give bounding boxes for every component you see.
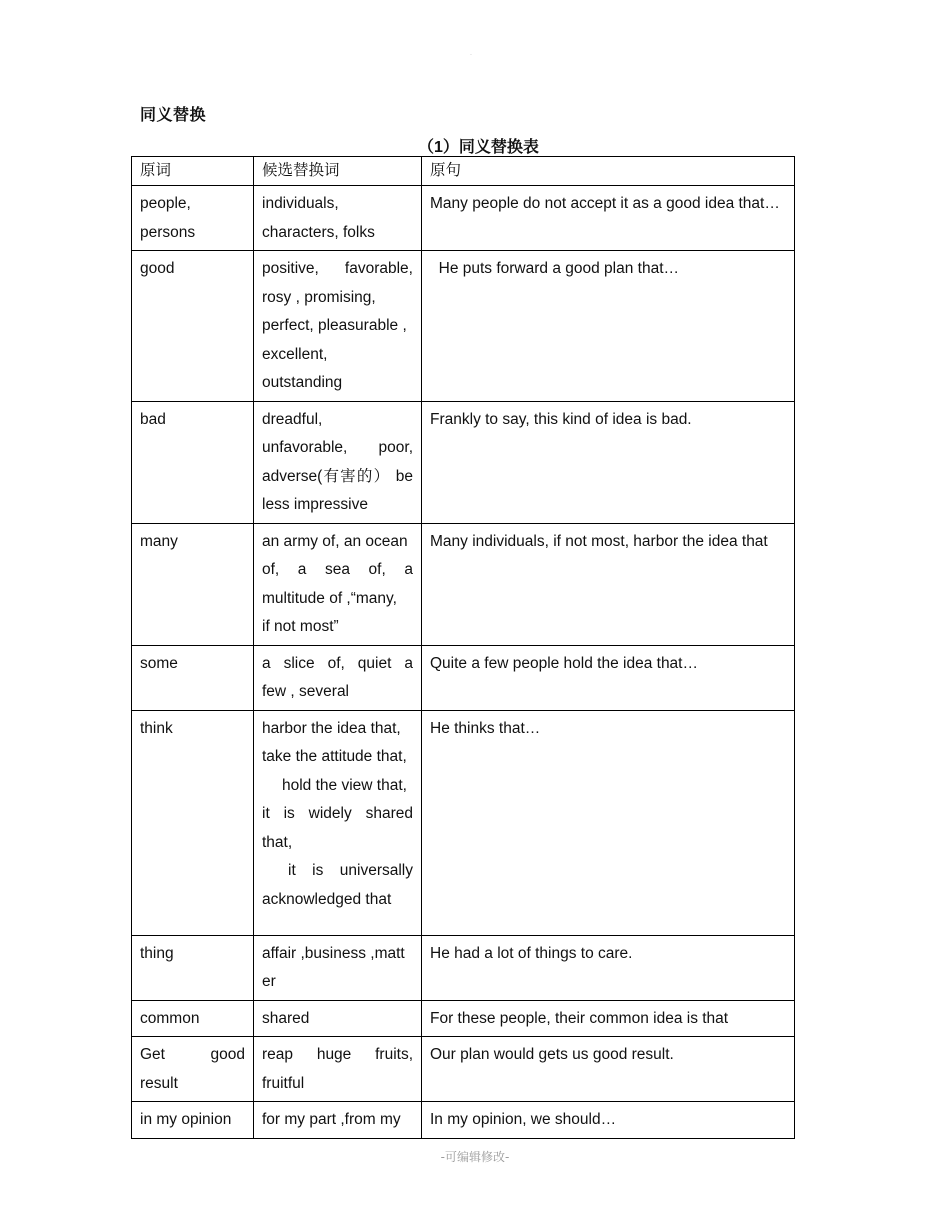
candidate-line: that, [262,833,293,851]
candidate-line: hold the view that, [282,776,407,794]
candidate-line: it is universally [288,862,413,879]
candidate-line: unfavorable, poor, [262,439,413,456]
header-candidates: 候选替换词 [254,157,422,186]
sentence-cell: He thinks that… [422,710,795,935]
word-cell [132,1037,254,1102]
table-row [132,186,795,251]
word-line: common [140,1009,200,1027]
sentence-cell: Many people do not accept it as a good idea that… [422,186,795,251]
sentence-cell: In my opinion, we should… [422,1102,795,1139]
page-footer: -可编辑修改- [440,1150,510,1164]
candidate-line: it is widely shared [262,805,413,822]
candidate-line: individuals, [262,195,339,212]
candidates-cell [254,1000,422,1037]
word-cell [132,251,254,402]
candidate-line: fruitful [262,1074,305,1092]
sentence-cell: He puts forward a good plan that… [422,251,795,402]
candidate-line: for my part ,from my [262,1111,401,1128]
candidates-cell [254,935,422,1000]
word-line: some [140,654,178,672]
table-row [132,1037,795,1102]
word-line: result [140,1074,178,1092]
candidate-line: rosy , promising, [262,288,376,306]
header-original-word: 原词 [132,157,254,186]
header-mark: . [470,50,472,57]
candidate-line: if not most” [262,618,339,635]
word-line: persons [140,223,196,241]
candidates-cell [254,645,422,710]
candidate-line: outstanding [262,374,343,391]
word-line: bad [140,410,166,428]
candidate-line: of, a sea of, a [262,561,413,578]
table-row [132,935,795,1000]
candidates-cell [254,523,422,645]
word-cell [132,186,254,251]
word-cell [132,1000,254,1037]
candidate-line: harbor the idea that, [262,719,401,737]
candidate-line: er [262,973,276,990]
sentence-cell: Many individuals, if not most, harbor the idea that [422,523,795,645]
candidates-cell [254,186,422,251]
table-row [132,401,795,523]
sentence-cell: Our plan would gets us good result. [422,1037,795,1102]
candidate-line: take the attitude that, [262,748,407,765]
table-row [132,645,795,710]
word-cell [132,710,254,935]
table-caption: （1）同义替换表 [418,139,539,156]
header-original-sentence: 原句 [422,157,795,186]
table-row [132,1000,795,1037]
table-row [132,710,795,935]
candidates-cell [254,1102,422,1139]
word-cell [132,935,254,1000]
word-cell [132,401,254,523]
word-line: thing [140,944,174,962]
word-cell [132,1102,254,1139]
table-row [132,251,795,402]
document-heading: 同义替换 [140,107,207,124]
word-line: many [140,532,178,550]
candidate-line: multitude of ,“many, [262,589,397,607]
word-line: think [140,719,173,737]
candidate-line: characters, folks [262,223,375,241]
word-line: good [140,260,175,277]
table-row [132,1102,795,1139]
candidates-cell [254,710,422,935]
sentence-cell: For these people, their common idea is that [422,1000,795,1037]
sentence-cell: He had a lot of things to care. [422,935,795,1000]
word-line: Get good [140,1046,245,1063]
candidate-line: adverse(有害的） be [262,467,413,485]
candidate-line: an army of, an ocean [262,532,408,550]
candidate-line: excellent, [262,345,328,363]
word-cell [132,645,254,710]
candidates-cell [254,1037,422,1102]
candidates-cell [254,251,422,402]
candidate-line: affair ,business ,matt [262,944,405,962]
candidates-cell [254,401,422,523]
word-cell [132,523,254,645]
candidate-line: acknowledged that [262,890,392,908]
candidate-line: a slice of, quiet a [262,654,413,672]
candidate-line: reap huge fruits, [262,1046,413,1063]
synonym-table [131,156,795,1139]
candidate-line: shared [262,1009,310,1027]
candidate-line: few , several [262,683,350,700]
word-line: people, [140,195,191,212]
sentence-cell: Quite a few people hold the idea that… [422,645,795,710]
table-header-row [132,157,795,186]
table-row [132,523,795,645]
sentence-cell: Frankly to say, this kind of idea is bad. [422,401,795,523]
candidate-line: positive, favorable, [262,260,413,277]
candidate-line: perfect, pleasurable , [262,317,407,334]
candidate-line: less impressive [262,496,368,513]
candidate-line: dreadful, [262,410,323,428]
word-line: in my opinion [140,1111,232,1128]
